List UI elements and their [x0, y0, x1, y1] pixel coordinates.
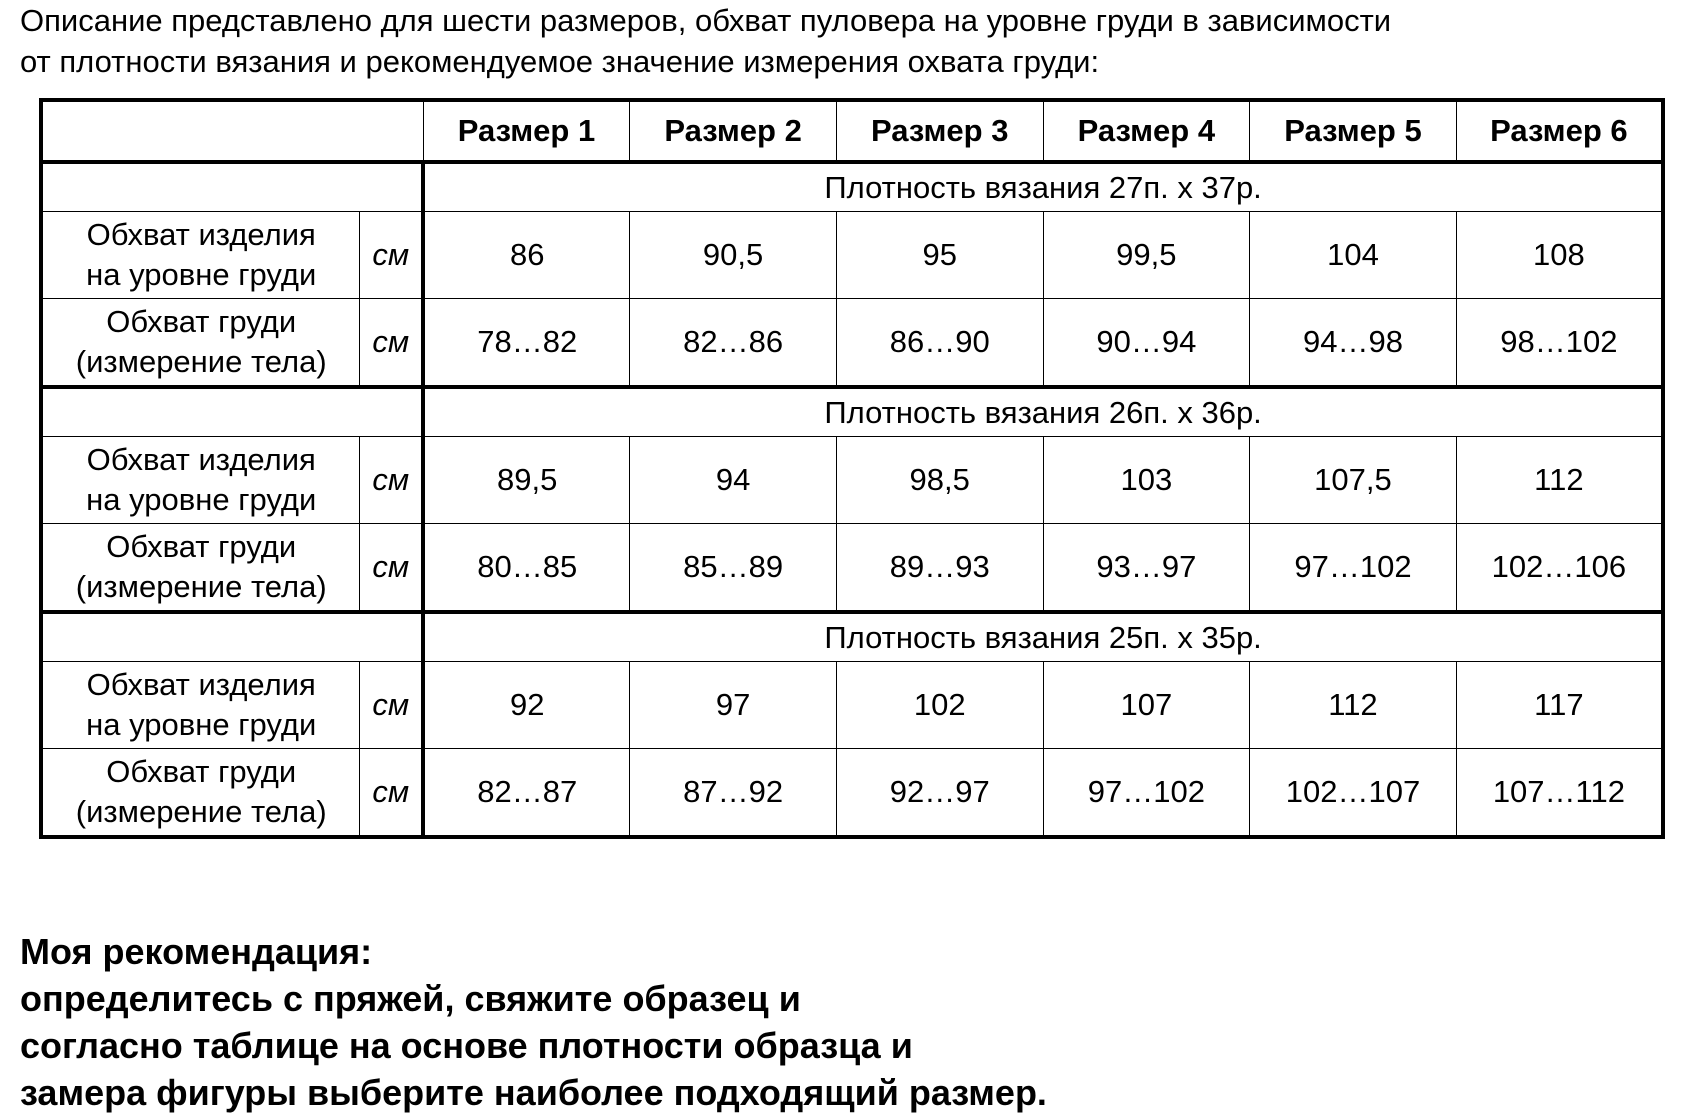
row-label-garment: [41, 212, 360, 299]
density-row: [41, 387, 1663, 437]
unit-cell: см: [360, 524, 423, 613]
header-size-4: Размер 4: [1043, 100, 1250, 162]
table-cell: 86…90: [836, 299, 1043, 388]
table-cell: 112: [1456, 437, 1663, 524]
unit-cell: см: [360, 749, 423, 838]
header-size-5: Размер 5: [1250, 100, 1457, 162]
table-cell: 92…97: [836, 749, 1043, 838]
intro-line-2: от плотности вязания и рекомендуемое значение измерения охвата груди:: [20, 44, 1100, 79]
unit-cell: см: [360, 299, 423, 388]
row-label-line: Обхват груди: [106, 529, 297, 564]
table-cell: 108: [1456, 212, 1663, 299]
body-row: [41, 524, 1663, 613]
unit-cell: см: [360, 662, 423, 749]
garment-row: [41, 212, 1663, 299]
body-row: [41, 749, 1663, 838]
row-label-line: Обхват изделия: [86, 667, 316, 702]
table-cell: 89,5: [423, 437, 630, 524]
unit-cell: см: [360, 212, 423, 299]
table-cell: 80…85: [423, 524, 630, 613]
table-cell: 107…112: [1456, 749, 1663, 838]
density-blank-cell: [41, 387, 423, 437]
recommendation-line: определитесь с пряжей, свяжите образец и: [20, 978, 801, 1019]
unit-cell: см: [360, 437, 423, 524]
table-cell: 87…92: [630, 749, 837, 838]
row-label-body: [41, 299, 360, 388]
header-size-2: Размер 2: [630, 100, 837, 162]
recommendation-title: Моя рекомендация:: [20, 931, 373, 972]
header-size-6: Размер 6: [1456, 100, 1663, 162]
table-cell: 90,5: [630, 212, 837, 299]
density-label: Плотность вязания 25п. х 35р.: [423, 612, 1663, 662]
row-label-body: [41, 749, 360, 838]
row-label-line: на уровне груди: [86, 257, 317, 292]
row-label-line: Обхват изделия: [86, 442, 316, 477]
row-label-line: Обхват изделия: [86, 217, 316, 252]
header-row: [41, 100, 1663, 162]
table-cell: 95: [836, 212, 1043, 299]
density-label: Плотность вязания 26п. х 36р.: [423, 387, 1663, 437]
row-label-line: (измерение тела): [75, 794, 327, 829]
table-cell: 102…107: [1250, 749, 1457, 838]
table-cell: 97…102: [1043, 749, 1250, 838]
density-row: [41, 162, 1663, 212]
table-cell: 89…93: [836, 524, 1043, 613]
table-cell: 92: [423, 662, 630, 749]
intro-text: [20, 0, 1660, 82]
table-cell: 94: [630, 437, 837, 524]
row-label-garment: [41, 437, 360, 524]
table-cell: 78…82: [423, 299, 630, 388]
size-table: [39, 98, 1665, 839]
density-label: Плотность вязания 27п. х 37р.: [423, 162, 1663, 212]
table-cell: 97: [630, 662, 837, 749]
table-cell: 97…102: [1250, 524, 1457, 613]
density-row: [41, 612, 1663, 662]
garment-row: [41, 437, 1663, 524]
header-size-1: Размер 1: [423, 100, 630, 162]
recommendation-line: замера фигуры выберите наиболее подходящий размер.: [20, 1072, 1047, 1113]
body-row: [41, 299, 1663, 388]
table-cell: 86: [423, 212, 630, 299]
garment-row: [41, 662, 1663, 749]
recommendation-block: [20, 928, 1660, 1116]
table-cell: 99,5: [1043, 212, 1250, 299]
table-cell: 98,5: [836, 437, 1043, 524]
row-label-body: [41, 524, 360, 613]
intro-line-1: Описание представлено для шести размеров, обхват пуловера на уровне груди в зависимости: [20, 3, 1392, 38]
row-label-line: Обхват груди: [106, 754, 297, 789]
table-cell: 93…97: [1043, 524, 1250, 613]
table-cell: 102…106: [1456, 524, 1663, 613]
density-blank-cell: [41, 612, 423, 662]
size-table-body: [41, 100, 1663, 837]
table-cell: 82…87: [423, 749, 630, 838]
row-label-garment: [41, 662, 360, 749]
header-size-3: Размер 3: [836, 100, 1043, 162]
table-cell: 82…86: [630, 299, 837, 388]
row-label-line: (измерение тела): [75, 569, 327, 604]
density-blank-cell: [41, 162, 423, 212]
table-cell: 104: [1250, 212, 1457, 299]
row-label-line: на уровне груди: [86, 482, 317, 517]
table-cell: 85…89: [630, 524, 837, 613]
table-cell: 98…102: [1456, 299, 1663, 388]
table-cell: 102: [836, 662, 1043, 749]
table-cell: 94…98: [1250, 299, 1457, 388]
table-cell: 107: [1043, 662, 1250, 749]
row-label-line: на уровне груди: [86, 707, 317, 742]
table-cell: 103: [1043, 437, 1250, 524]
header-corner-cell: [41, 100, 423, 162]
table-cell: 117: [1456, 662, 1663, 749]
row-label-line: (измерение тела): [75, 344, 327, 379]
table-cell: 107,5: [1250, 437, 1457, 524]
table-cell: 90…94: [1043, 299, 1250, 388]
row-label-line: Обхват груди: [106, 304, 297, 339]
table-cell: 112: [1250, 662, 1457, 749]
recommendation-line: согласно таблице на основе плотности образца и: [20, 1025, 913, 1066]
